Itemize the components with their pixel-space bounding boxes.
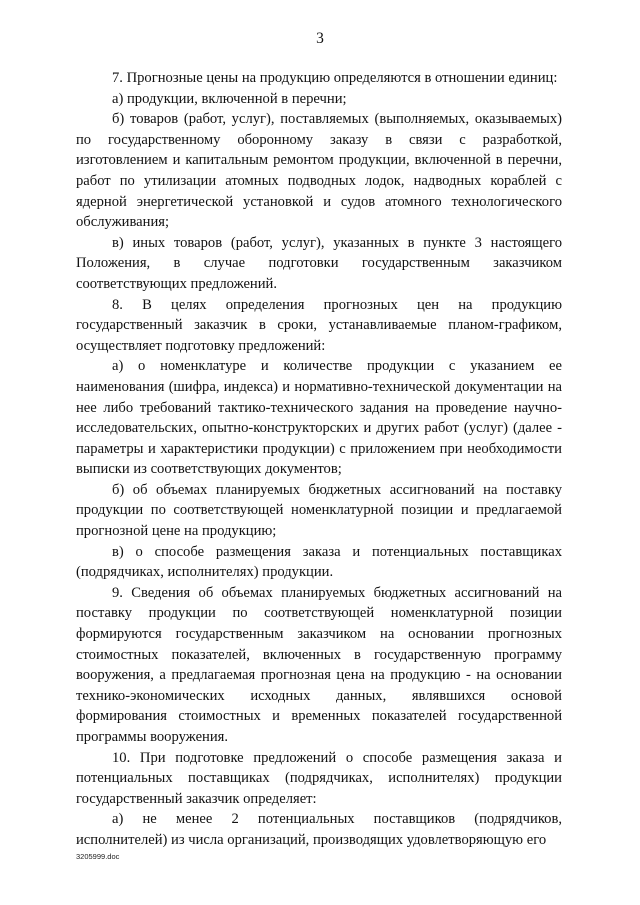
footer-file-code: 3205999.doc [76, 852, 120, 861]
paragraph-7v: в) иных товаров (работ, услуг), указанных в пункте 3 настоящего Положения, в случае подготовки государственным заказчиком соответствующих предложений. [76, 234, 562, 292]
paragraph-8: 8. В целях определения прогнозных цен на продукцию государственный заказчик в сроки, устанавливаемые планом-графиком, осуществляет подготовку предложений: [76, 296, 562, 354]
page-number: 3 [316, 30, 324, 47]
paragraph-7a: а) продукции, включенной в перечни; [112, 90, 347, 107]
paragraph-10: 10. При подготовке предложений о способе размещения заказа и потенциальных поставщиках (подрядчиках, исполнителях) продукции государственный заказчик определяет: [76, 749, 562, 807]
paragraph-7b: б) товаров (работ, услуг), поставляемых (выполняемых, оказываемых) по государственному оборонному заказу в связи с разработкой, изготовлением и капитальным ремонтом продукции, включенной в перечни, работ по утилизации атомных подводных лодок, надводных кораблей с ядерной энергетической установкой и судов атомного технологического обслуживания; [76, 111, 562, 231]
paragraph-9: 9. Сведения об объемах планируемых бюджетных ассигнований на поставку продукции по соответствующей номенклатурной позиции формируются государственным заказчиком на основании прогнозных стоимостных показателей, включенных в государственную программу вооружения, а предлагаемая прогнозная цена на продукцию - на основании технико-экономических исходных данных, являвшихся основой формирования стоимостных и временных показателей государственной программы вооружения. [76, 584, 562, 745]
paragraph-7: 7. Прогнозные цены на продукцию определяются в отношении единиц: [112, 70, 558, 86]
paragraph-8b: б) об объемах планируемых бюджетных ассигнований на поставку продукции по соответствующей номенклатурной позиции и предлагаемой прогнозной цене на продукцию; [76, 481, 562, 540]
document-body [76, 68, 562, 851]
paragraph-8a: а) о номенклатуре и количестве продукции с указанием ее наименования (шифра, индекса) и нормативно-технической документации на нее либо требований тактико-технического задания на проведение научно-исследовательских, опытно-конструкторских и других работ (услуг) (далее - параметры и характеристики продукции) с приложением при необходимости выписки из соответствующих документов; [76, 358, 562, 478]
paragraph-8v: в) о способе размещения заказа и потенциальных поставщиках (подрядчиках, исполнителях) продукции. [76, 543, 562, 581]
paragraph-10a: а) не менее 2 потенциальных поставщиков (подрядчиков, исполнителей) из числа организаций, производящих удовлетворяющую его [76, 811, 562, 848]
